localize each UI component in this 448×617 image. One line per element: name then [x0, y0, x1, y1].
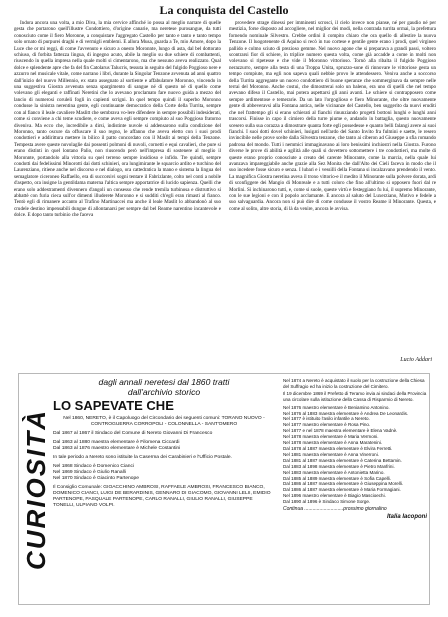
curiosita-right-paragraph: Nel 1877 e nel 1878 maestra elementare è Elena Vadnè.	[283, 428, 398, 434]
curiosita-right-paragraph: Nel 1883 maestra elementare è Antonietta Marino.	[283, 469, 385, 475]
article-paragraph: Indora ancora una volta, a mio Diva, la mia cervice affinché io possa al meglio narrare di quelle gesta che portarono quell'illustre Condottiero, d'origine canarie, ma neretese purosangue, da tutti conosciuto come il fiero Moronne, a conquistare l'aggregato Castello per tanto e tanto e tanto tempo solo ornato di purpurei draghi e di vermigli emblemi. E allora Musa, guarda a Te, mio Amore, dopo la Luce che or mi reggi, di come l'avvenuto e sicuro a onesto Moronnte, lungo di asta, dal bel dottorato schiuso, di forbita fattezza lingua, di ingegno acuto, abile la meglio su due schiere di combattenti, riuscendo in quella impresa nella quale molti si cimentarono, ma che nessuno aveva realizzato. Qual dolce e splendente apre che fa del fin Catolarus Talucris, tessuta in seguito del fulgido Poggioso nere e azzurro nel musicale vitale, come narrano i libri, durante la Singolar Tenzone avvenuta ad anni quattro dall'inizio del nuovo Millennio, ex stato assegnato al sortiente e affabulatore Moronno, vincendo in una suggestiva Giostra avvenuta senza spargimento di sangue né di questo né di quello come volevano gli eleganti e raffinati Neretini che lo avevano proclamato fare nuovo guida a mezzo del lancio di numerosi coruleli fogli in capienti scrigni. In quel tempo quindi il superbo Moronno condusse la sinistra nerentina gente, egli continuante democratico della Corte della Turrita, sempre con al fianco il leale cavaliere Maslitt che sembrava vo-lere difendere in sempre possibili indesiderati, come si conviene a chi teme scudiere, e come aveva egli sempre compiuto al suo Poggioso fratorno diveniva. Ma ecco che, incredibile a dirsi, indistinte nuvole si addensarono sulla condizione del Moronno, tanto oscure da offuscare il suo regno, le affanno che aveva eletto con i suoi prodi condottieri e addirittura mettere in bilico il patto concordato con il Maslit ai tempi della Tenzone. Tempesta avere queste nuvolaglie dai possenti polmoni di nuvoli, cornetti e equi cavalieri, che pure si erano distinti in quel lontano Palio, non riuscendo però nell'impresa di sostenere al meglio il Moronnte, portandolo alla vittoria su quel terreno sempre insidioso e infido. Tre quindi, sempre condotti dai fedelissimi Minorotti dai dotti schinieri, ora lungimirante le squarcio ardito e turchino del Laurenziano, ritiene anche nel discorso e nel dialogo, ora cattedratica la mano e sistema la lingua del semaglatore ciceroneo Raffaello, era di succorsivi sogni tentare il Fabrizlante, colto nel conti a nobile d'aspetto, ora insigne la gentildama materna l'altica sempre apportatrice di lucido sapienza. Quelli che erano solo addestramenti divennero d'angoli un consesso che rende tremila turbinosa e distruttivo si abbattè con furia cieca sull'or dimenti illuderete Moronno e si sudditi ch'egli eran rimasti al fianco. Tentò egli di rimanere accanto al Trafino Martinaccei ma anche il leale Maslit lo abbandonò al suo crudele destino impensabili dungue di allontanarsi per sempre dal bel Reame narentino incantevole e dolce. E dopo tanto turbinio che faceva	[14, 20, 221, 219]
article-paragraph: provedere strage dinessi per imminenti scrosci, il cielo invece non pianse, né per gaudio né per mestizia, forse disposto ad accogliere, nel miglior dei modi, nella contrada turrita ormai, la prefettura fornendo nominale Silvestro. Crebbe ordini il compito chiaro che ora quello di allestire la nuova Tenzone. Il luogotenente di Aquino si recò in tuo cortese e gentile gente erano i prodi, quel virgineo pallido e colmo sciuto di prezioso gemme. Nel nuovo agone che si preparava a grandi passi, voltero scontrarsi fior di schiere, in triplice numero questa volta, come già accadde a come in molti non volevano si ripetesse e che vide il Moronno vittorioso. Tornò alla ribalta il fulgido Poggioso nerazzurro, sempre alla testa di una Troppa Unita, spruzzo-sone di rinnovare le vittoriose gesta un tempo compiute, ma egli non sapeva quali nebbie provo le attendessero. Veniva anche a soccorso della Turrita aggregante un nuovo condottiero di buone speranze che sommerginava da sempre nelle terrai del Moronno. Anche costui, che dimostrerai solo un baleno, era uno di quelli che nel tempo avevano difeso il Castello, mai potera aspettarsi gli anni avanti. Le schiere si contrapposero come sempre ardimentose e temerarie. Da un lato l'orgoglioso e fiero Minorante, che oltre nuovamente gente di abbeveravsi alla Fontana antica, nelle vicinanze del Castello, ben suggerito da nuovi eruditi che nel frattempo gli si erano schierati al fianchi rinunziando progetti bottoni lunghi e lunghi anni trascorsi. Finisse in capo il cimiero della turre piume e, andando in battaglia, questo nuovamente scesero sulla sua corazza a dimostrare quanta forte egli possedesse e quanto belli falangi avere ai suoi fianchi. I suoi dotti dovel schinieri, lusigati nell'ardo del Santo Invito fra fulmini e saette, le resero invincibile nelle prove scelte dalla Silvestra tenzone, che tanto ai ciberon ad Giuseppe a sfia romando padrona del mondo. Tutti i nemmici immaginavano ai loro benissimi inchiostri nella Giostra. Furono diverse le prove di abilità e agilità alle quali si dovettero sottomettere i tre condottieri, ma molte di queste erano proprio conosciute a creato del carente Minorante, come la marcia, nella quale lui avanzava impareggiabile anche grazie alla Sez Monita che dall'Alto dei Cieli faceva in modo che il suo incedere fosse sicuro e senza. I lubari e i vessilli della Fontana si incalzavano prendendo il vento. La magnifica Giostra neretina aveva il trono vittorio-e il medito il Minorante sulla polvere dorata, ardì di sconfiggere dei Mangio di Monreale e a tutti coloro che fino all'ultimo si opposero fuori dal re Morlini. Si inchinarono tutti, e, come si suole, queste virtù e festeggiano fu lui, il supremo Minorante, con le sue legioni e con il popolo acclamante. E ancora al saluto del Luxerziano, Motivo e fedele a suo salvaguardia. Ancora non si può dire di come condusse il vostro Reame il Minorante. Questa, e come al solito, altre storia, di là da venire, ancora le avvisa.	[229, 20, 436, 212]
curiosita-right-column	[283, 378, 427, 602]
curiosita-left-paragraph: Nel 1860, NERETO, è il Capoluogo del Circondario dei seguenti comuni: TORANO NUOVO - CONTROGUERRA CORROPOLI - COLONNELLA - SANT'OMERO	[63, 416, 265, 427]
curiosita-signature: Italia Iacoponi	[386, 514, 427, 521]
curiosita-right-paragraph: Nel 1877 è istituito l'asilo infantile a Nereto.	[283, 416, 370, 422]
curiosita-left-paragraph: Nel 1868 Sindaco è Domenico Cianci	[53, 464, 135, 469]
article-column-left	[14, 20, 221, 350]
curiosita-left-paragraph: Dal 1863 al 1880 maestra elementare è Filomena Ciccardi	[53, 440, 180, 445]
curiosita-left-column	[53, 378, 275, 602]
curiosita-right-paragraph: Dal 1881 al 1887 maestra elementare è Caterina Bettamin.	[283, 457, 402, 463]
curiosita-right-paragraph: Nel 1874 a Nereto è acquistato il suolo per la costruzione della Chiesa del Suffragio ed ha inizio la costruzione del Cimitero.	[283, 378, 425, 389]
curiosita-box	[18, 373, 430, 605]
curiosita-right-paragraph: Nel 1878 maestra elementare è Maria Vermoni.	[283, 434, 379, 440]
curiosita-label-text: CURIOSITÀ	[20, 408, 51, 570]
curiosita-left-paragraph: Dal 1863 al 1876 maestro elementare è Michele Costantini	[53, 446, 181, 451]
curiosita-right-paragraph: Dal 1886 al 1887 maestra elementare è Maria Formagiani.	[283, 487, 401, 493]
curiosita-left-paragraph: Nel 1870 Sindaco è Giacinto Partenope	[53, 476, 139, 481]
curiosita-right-paragraph: Dal 1886 al 1887 maestra elementare è Giuseppina Morelli.	[283, 481, 404, 487]
curiosita-left-paragraph: Il Consiglio Comunale: GIOACCHINO AMBROSI, RAFFAELE AMBROSI, FRANCESCO BIANCO, DOMENICO CIANCI, LUIGI DE BERARDINIS, GENNARO DI GIACOMO, GIOVANNI LELII, EMIDIO PARTENOPE, PASQUALE PARTENOPE, CARLO RANALLI, GIULIO RANALLI, GIUSEPPE TONELLI, ULPIANO VOLPI.	[53, 485, 271, 508]
curiosita-right-paragraph: Nel 1878 maestra elementare è Anna Maratenini.	[283, 440, 383, 446]
curiosita-right-paragraph: Dal 1878 al 1887 maestra elementare è Elvira Ferretti.	[283, 445, 393, 451]
curiosita-right-paragraph: Nel 1876 al 1883 maestra elementare è Andrea De Leonardis.	[283, 410, 409, 416]
curiosita-right-paragraph: Dal 1890 al 1896 è Sindaco Simone Sorge.	[283, 499, 371, 505]
curiosita-subtitle-2: dall'archivio storico	[127, 386, 201, 397]
curiosita-right-paragraph: Il 19 dicembre 1869 il Prefetto di Teramo invia ai sindaci della Provincia una circolare sulla istituzione della Cassa di Risparmio di Nereto.	[283, 391, 427, 403]
curiosita-right-paragraph: Nel 1881 maestra elementare è Anna Vinerroni.	[283, 451, 379, 457]
curiosita-continue-note: Continua ............................prossimo giornalino	[283, 506, 387, 513]
article-author: Lucio Addari	[400, 357, 432, 363]
article-column-right	[229, 20, 436, 350]
curiosita-vertical-label	[22, 384, 50, 594]
curiosita-right-paragraph: Nel 1877 maestro elementare è Rosa Pino.	[283, 422, 371, 428]
curiosita-left-paragraph: In tale periodo a Nereto sono istituite la Caserma dei Carabinieri e l'Ufficio Postale.	[53, 455, 232, 460]
curiosita-right-paragraph: Nel 1896 maestro elementare è Biagio Mascioechi.	[283, 493, 386, 499]
page-title: La conquista del Castello	[159, 3, 289, 17]
curiosita-left-paragraph: Nel 1869 Sindaco è Giulio Ranalli	[53, 470, 126, 475]
curiosita-right-paragraph: Dal 1883 al 1898 maestra elementare è Pietro Manfrini.	[283, 463, 395, 469]
curiosita-heading: LO SAPEVATE CHE	[53, 398, 174, 413]
curiosita-left-paragraph: Dal 1867 al 1867 il Sindaco del Comune di Nereto Giovanni Di Francesco	[53, 431, 213, 436]
article-body	[14, 20, 436, 350]
curiosita-right-paragraph: Nel 1876 maestro elementare è Beniamino Antonino.	[283, 404, 390, 410]
curiosita-right-paragraph: Dal 1885 al 1889 maestra elementare è Sofia Capelli.	[283, 475, 391, 481]
curiosita-subtitle-1: dagli annali neretesi dal 1860 tratti	[98, 378, 230, 387]
